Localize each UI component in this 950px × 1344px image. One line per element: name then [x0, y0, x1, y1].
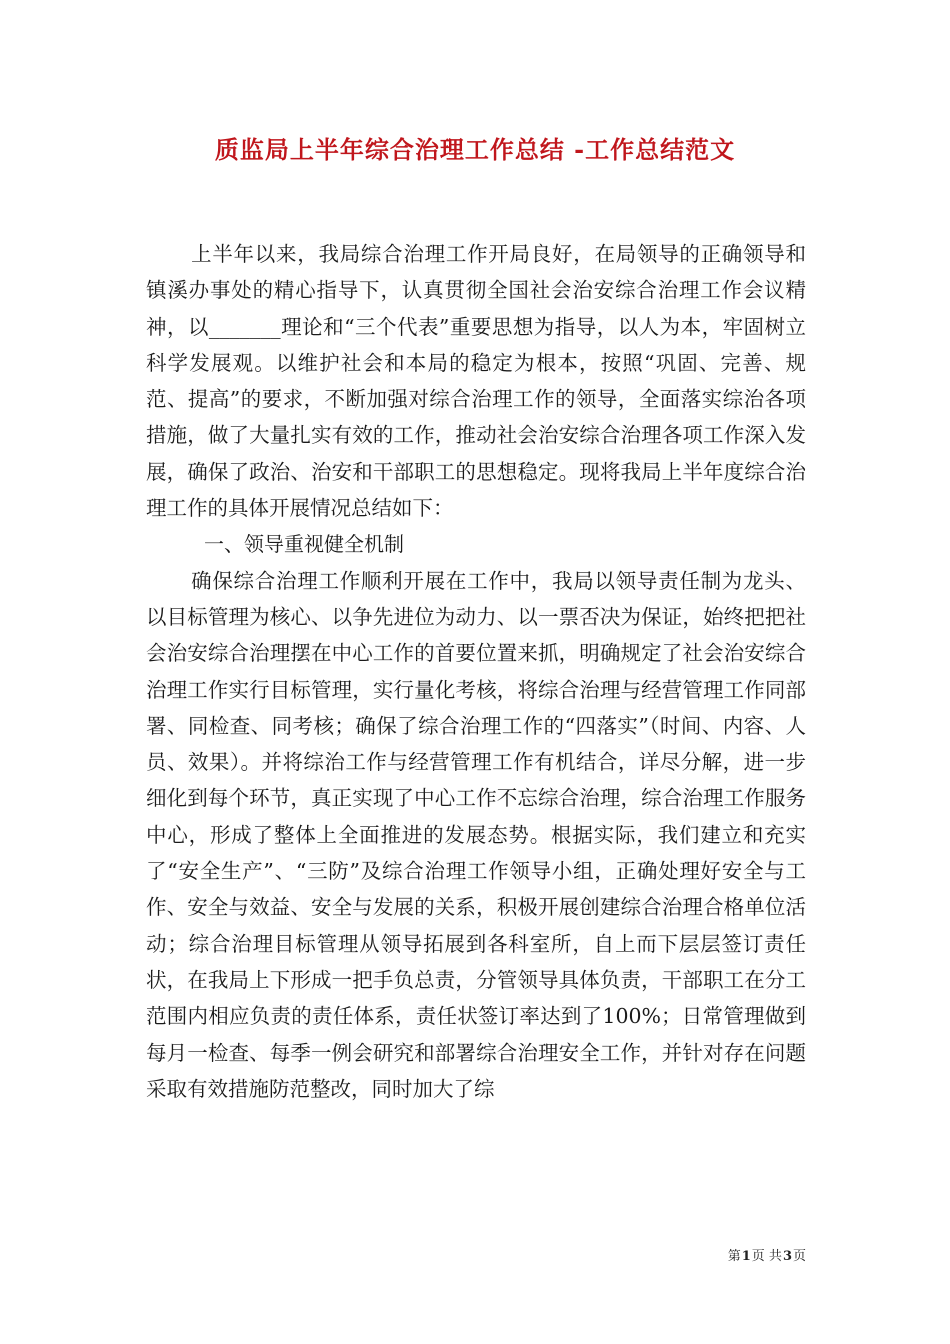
intro-paragraph: 上半年以来，我局综合治理工作开局良好，在局领导的正确领导和镇溪办事处的精心指导下，认真贯彻全国社会治安综合治理工作会议精神，以_______理论和“三个代表”重要思想为指导，以人为本，牢固树立科学发展观。以维护社会和本局的稳定为根本，按照“巩固、完善、规范、提高”的要求，不断加强对综合治理工作的领导，全面落实综治各项措施，做了大量扎实有效的工作，推动社会治安综合治理各项工作深入发展，确保了政治、治安和干部职工的思想稳定。现将我局上半年度综合治理工作的具体开展情况总结如下： [146, 242, 806, 521]
page-number-suffix: 页 [792, 1249, 806, 1264]
page-number [728, 1248, 806, 1266]
page-number-middle: 页 共 [751, 1249, 782, 1264]
section-heading: 一、领导重视健全机制 [204, 532, 404, 557]
current-page-number: 1 [741, 1249, 751, 1264]
document-body [146, 236, 806, 1107]
total-pages-number: 3 [782, 1249, 792, 1264]
section-paragraph: 确保综合治理工作顺利开展在工作中，我局以领导责任制为龙头、以目标管理为核心、以争先进位为动力、以一票否决为保证，始终把把社会治安综合治理摆在中心工作的首要位置来抓，明确规定了社会治安综合治理工作实行目标管理，实行量化考核，将综合治理与经营管理工作同部署、同检查、同考核；确保了综合治理工作的“四落实”（时间、内容、人员、效果）。并将综治工作与经营管理工作有机结合，详尽分解，进一步细化到每个环节，真正实现了中心工作不忘综合治理，综合治理工作服务中心，形成了整体上全面推进的发展态势。根据实际，我们建立和充实了“安全生产”、“三防”及综合治理工作领导小组，正确处理好安全与工作、安全与效益、安全与发展的关系，积极开展创建综合治理合格单位活动；综合治理目标管理从领导拓展到各科室所，自上而下层层签订责任状，在我局上下形成一把手负总责，分管领导具体负责，干部职工在分工范围内相应负责的责任体系，责任状签订率达到了100%；日常管理做到每月一检查、每季一例会研究和部署综合治理安全工作，并针对存在问题采取有效措施防范整改，同时加大了综 [146, 568, 806, 1101]
document-title: 质监局上半年综合治理工作总结 -工作总结范文 [214, 135, 736, 164]
page-number-prefix: 第 [727, 1249, 741, 1264]
